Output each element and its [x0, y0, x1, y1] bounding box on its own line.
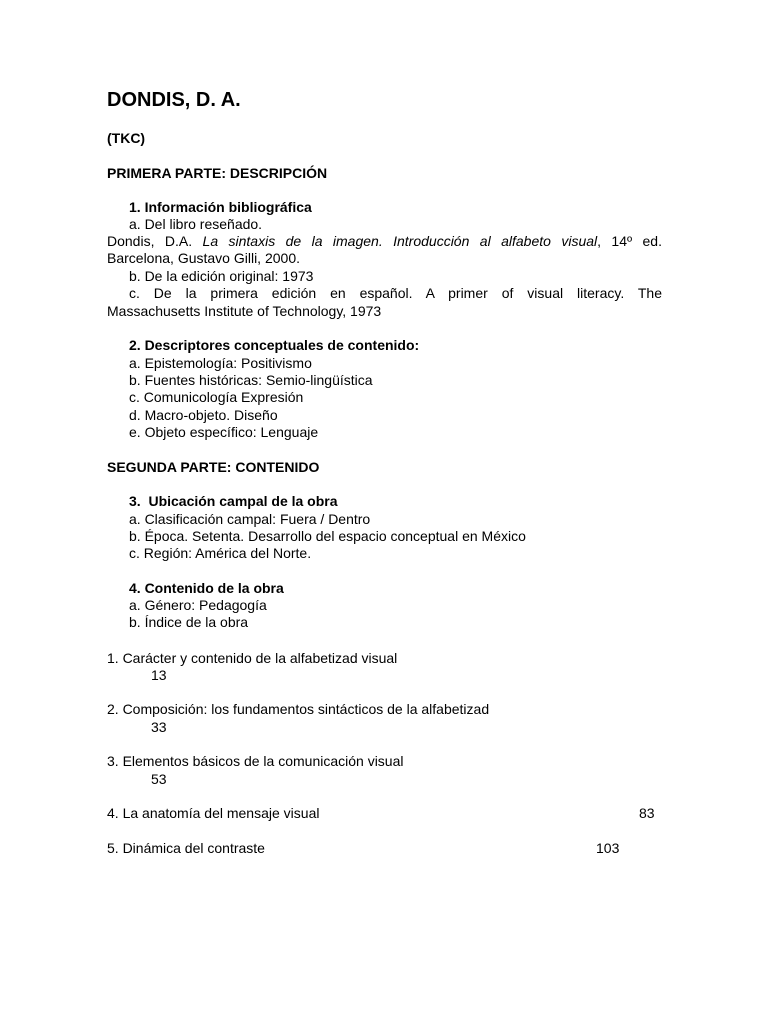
toc-entry-title: 1. Carácter y contenido de la alfabetizad visual — [107, 650, 398, 666]
section2-item: d. Macro-objeto. Diseño — [129, 407, 278, 423]
toc-entry-title: 3. Elementos básicos de la comunicación visual — [107, 753, 404, 769]
section4-item: a. Género: Pedagogía — [129, 597, 267, 613]
section4-item: b. Índice de la obra — [129, 614, 249, 630]
section2-item: c. Comunicología Expresión — [129, 389, 304, 405]
toc-entry-page: 103 — [596, 840, 620, 856]
section1-item-b: b. De la edición original: 1973 — [129, 268, 314, 284]
document-title: DONDIS, D. A. — [107, 89, 241, 111]
reference-author: Dondis, D.A. — [107, 233, 203, 249]
section3-item: a. Clasificación campal: Fuera / Dentro — [129, 511, 371, 527]
section2-item: a. Epistemología: Positivismo — [129, 355, 312, 371]
toc-entry-title: 5. Dinámica del contraste — [107, 840, 265, 856]
section3-item: c. Región: América del Norte. — [129, 545, 312, 561]
document-code: (TKC) — [107, 130, 146, 146]
part1-heading: PRIMERA PARTE: DESCRIPCIÓN — [107, 165, 328, 181]
section1-item-a: a. Del libro reseñado. — [129, 216, 263, 232]
section1-heading: 1. Información bibliográfica — [129, 199, 312, 215]
toc-entry-title: 4. La anatomía del mensaje visual — [107, 805, 320, 821]
section2-item: e. Objeto específico: Lenguaje — [129, 424, 319, 440]
reference-edition: , 14º ed. — [597, 233, 662, 249]
section3-item: b. Época. Setenta. Desarrollo del espacio conceptual en México — [129, 528, 526, 544]
toc-entry-page: 33 — [151, 719, 167, 735]
toc-entry-page: 53 — [151, 771, 167, 787]
toc-entry-page: 83 — [639, 805, 655, 821]
section3-heading: 3. Ubicación campal de la obra — [129, 493, 338, 509]
section4-heading: 4. Contenido de la obra — [129, 580, 284, 596]
section2-item: b. Fuentes históricas: Semio-lingüística — [129, 372, 373, 388]
toc-entry-page: 13 — [151, 667, 167, 683]
toc-entry-title: 2. Composición: los fundamentos sintácticos de la alfabetizad — [107, 701, 490, 717]
section1-item-c-line1: c. De la primera edición en español. A primer of visual literacy. The — [129, 285, 662, 301]
reference-title: La sintaxis de la imagen. Introducción al alfabeto visual — [202, 233, 598, 249]
reference-line1 — [107, 233, 662, 251]
section2-heading: 2. Descriptores conceptuales de contenido: — [129, 337, 420, 353]
part2-heading: SEGUNDA PARTE: CONTENIDO — [107, 459, 320, 475]
reference-line2: Barcelona, Gustavo Gilli, 2000. — [107, 250, 300, 266]
section1-item-c-line2: Massachusetts Institute of Technology, 1973 — [107, 303, 382, 319]
